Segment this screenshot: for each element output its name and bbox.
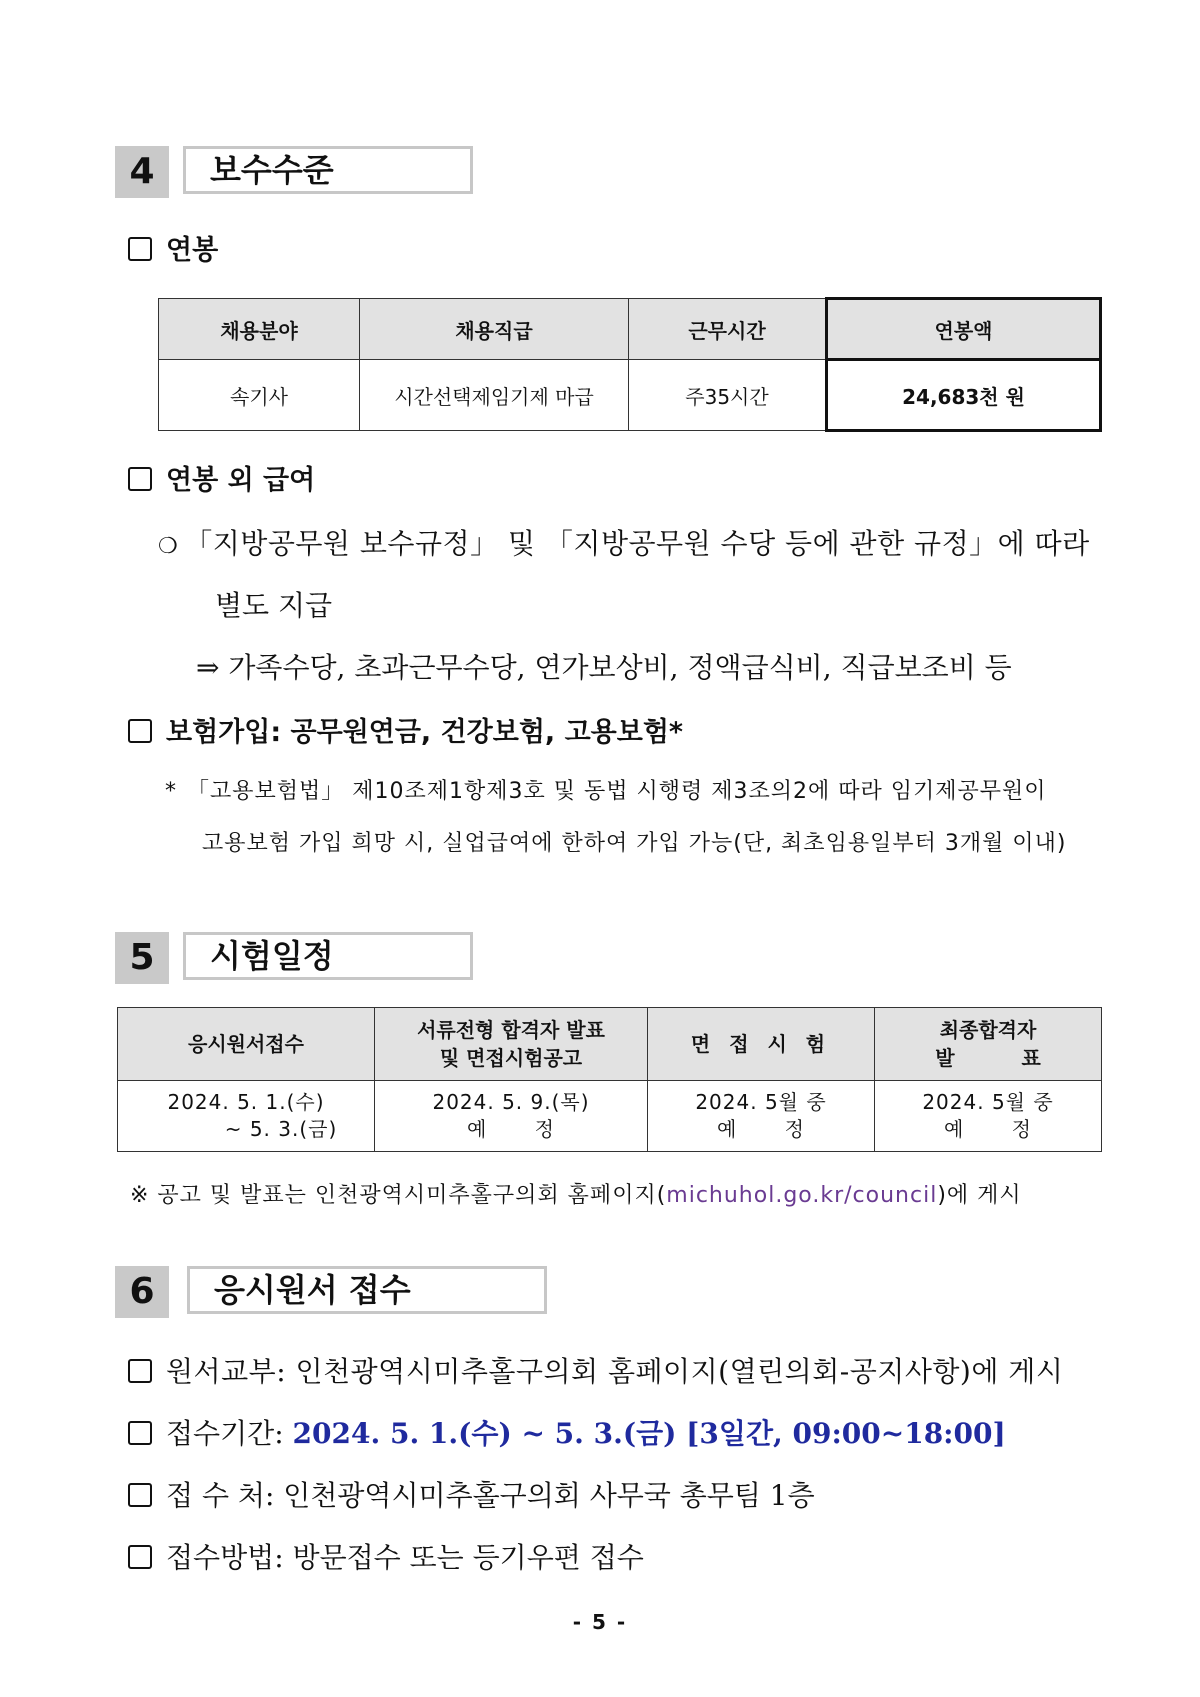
schedule-table bbox=[117, 1007, 1102, 1152]
application-item bbox=[128, 1474, 815, 1514]
application-item bbox=[128, 1412, 1006, 1452]
cell-text: 예 정 bbox=[944, 1117, 1032, 1141]
circle-bullet-icon: ❍ bbox=[158, 534, 179, 559]
header-text: 면 접 시 험 bbox=[690, 1032, 832, 1056]
section-number: 6 bbox=[115, 1266, 169, 1318]
cell-text: 2024. 5. 1.(수) bbox=[167, 1090, 325, 1114]
checkbox-icon bbox=[128, 467, 152, 491]
insurance-note-2: 고용보험 가입 희망 시, 실업급여에 한하여 가입 가능(단, 최초임용일부터 3개월 이내) bbox=[202, 831, 1067, 856]
cell-text: 2024. 5. 9.(목) bbox=[432, 1090, 590, 1114]
salary-label: 연봉 bbox=[166, 235, 219, 266]
extra-pay-text-1: 「지방공무원 보수규정」 및 「지방공무원 수당 등에 관한 규정」에 따라 bbox=[184, 527, 1090, 560]
schedule-note-prefix: ※ 공고 및 발표는 인천광역시미추홀구의회 홈페이지( bbox=[130, 1183, 667, 1208]
extra-pay-bullet bbox=[158, 522, 1090, 562]
table-header bbox=[648, 1008, 875, 1081]
table-cell bbox=[648, 1081, 875, 1152]
application-item bbox=[128, 1350, 1063, 1390]
insurance-label: 보험가입: 공무원연금, 건강보험, 고용보험* bbox=[166, 717, 684, 748]
salary-amount-cell: 24,683천 원 bbox=[827, 360, 1101, 431]
cell-text: 예 정 bbox=[717, 1117, 805, 1141]
application-period-label: 접수기간: bbox=[166, 1417, 293, 1450]
insurance-heading bbox=[128, 710, 683, 749]
table-header: 근무시간 bbox=[629, 299, 827, 360]
section-title: 응시원서 접수 bbox=[187, 1266, 547, 1314]
schedule-note bbox=[130, 1178, 1022, 1209]
asterisk-icon: * bbox=[165, 779, 177, 804]
table-header bbox=[375, 1008, 648, 1081]
insurance-note-1: 「고용보험법」 제10조제1항제3호 및 동법 시행령 제3조의2에 따라 임기제공무원이 bbox=[187, 779, 1047, 804]
application-location: 접 수 처: 인천광역시미추홀구의회 사무국 총무팀 1층 bbox=[166, 1479, 815, 1512]
header-text: 최종합격자 bbox=[939, 1018, 1037, 1042]
extra-pay-label: 연봉 외 급여 bbox=[166, 465, 316, 496]
cell-text: 2024. 5월 중 bbox=[695, 1090, 827, 1114]
checkbox-icon bbox=[128, 1483, 152, 1507]
extra-pay-text-2: 별도 지급 bbox=[215, 589, 333, 622]
salary-heading bbox=[128, 228, 218, 267]
checkbox-icon bbox=[128, 1359, 152, 1383]
header-text: 응시원서접수 bbox=[188, 1032, 304, 1056]
extra-pay-heading bbox=[128, 458, 315, 497]
application-item bbox=[128, 1536, 644, 1576]
table-cell bbox=[118, 1081, 375, 1152]
table-header bbox=[875, 1008, 1102, 1081]
table-header bbox=[118, 1008, 375, 1081]
table-header: 채용직급 bbox=[360, 299, 629, 360]
table-header: 연봉액 bbox=[827, 299, 1101, 360]
checkbox-icon bbox=[128, 1421, 152, 1445]
section-title: 시험일정 bbox=[183, 932, 473, 980]
salary-table bbox=[158, 297, 1102, 432]
checkbox-icon bbox=[128, 1545, 152, 1569]
header-text: 발 표 bbox=[935, 1046, 1041, 1070]
council-homepage-link[interactable]: michuhol.go.kr/council bbox=[666, 1183, 938, 1208]
section-number: 4 bbox=[115, 146, 169, 198]
schedule-note-suffix: )에 게시 bbox=[937, 1183, 1022, 1208]
application-period-value: 2024. 5. 1.(수) ~ 5. 3.(금) [3일간, 09:00~18:00] bbox=[292, 1417, 1006, 1450]
application-method: 접수방법: 방문접수 또는 등기우편 접수 bbox=[166, 1541, 644, 1574]
table-cell: 주35시간 bbox=[629, 360, 827, 431]
page-number: - 5 - bbox=[572, 1610, 628, 1634]
checkbox-icon bbox=[128, 237, 152, 261]
section-title: 보수수준 bbox=[183, 146, 473, 194]
header-text: 서류전형 합격자 발표 bbox=[417, 1018, 605, 1042]
application-distribution: 원서교부: 인천광역시미추홀구의회 홈페이지(열린의회-공지사항)에 게시 bbox=[166, 1355, 1064, 1388]
cell-text: 예 정 bbox=[467, 1117, 555, 1141]
table-cell bbox=[875, 1081, 1102, 1152]
cell-text: 2024. 5월 중 bbox=[922, 1090, 1054, 1114]
table-header: 채용분야 bbox=[159, 299, 360, 360]
header-text: 및 면접시험공고 bbox=[439, 1046, 583, 1070]
checkbox-icon bbox=[128, 719, 152, 743]
section-number: 5 bbox=[115, 932, 169, 984]
cell-text: ~ 5. 3.(금) bbox=[224, 1117, 338, 1141]
allowance-list: ⇒ 가족수당, 초과근무수당, 연가보상비, 정액급식비, 직급보조비 등 bbox=[196, 651, 1012, 684]
table-cell: 속기사 bbox=[159, 360, 360, 431]
table-cell: 시간선택제임기제 마급 bbox=[360, 360, 629, 431]
insurance-note bbox=[165, 774, 1047, 805]
table-cell bbox=[375, 1081, 648, 1152]
